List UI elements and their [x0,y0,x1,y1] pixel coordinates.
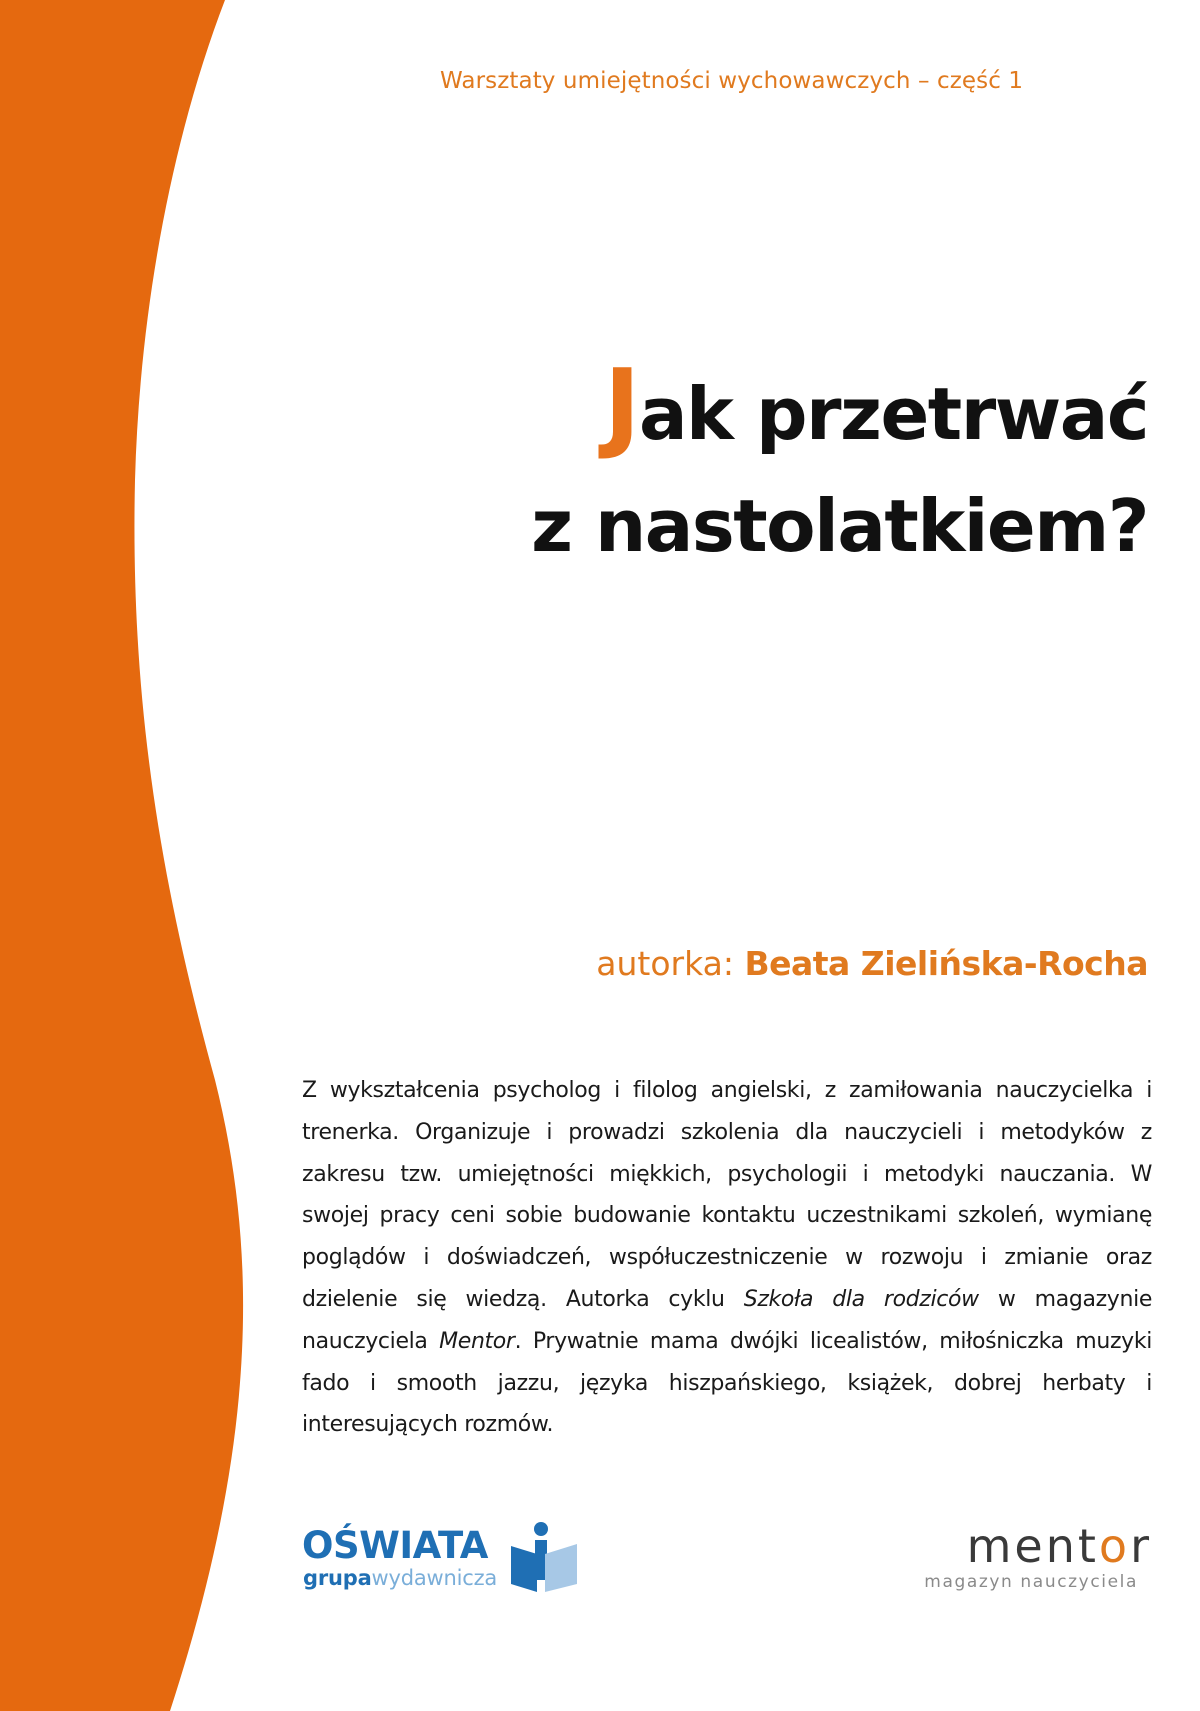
bio-magazine-name: Mentor [439,1328,515,1354]
bio-part-2: w magazynie nauczyciela [302,1286,1153,1354]
book-title [248,350,1148,582]
title-line-1 [248,350,1148,470]
title-line-1-rest: ak przetrwać [638,372,1148,456]
mentor-logo-accent-letter: o [1098,1519,1131,1573]
oswiata-logo-sub-bold: grupa [303,1566,372,1590]
oswiata-logo-main: OŚWIATA [302,1524,488,1567]
mentor-logo-main [902,1520,1152,1572]
mentor-logo-suffix: r [1130,1519,1152,1573]
oswiata-logo-sub [303,1566,497,1590]
bio-part-1: Z wykształcenia psycholog i filolog angielski, z zamiłowania nauczycielka i trenerka. Organizuje i prowadzi szkolenia dla nauczycieli i metodyków z zakresu tzw. umiejętności miękkich, psychologii i metodyki nauczania. W swojej pracy ceni sobie budowanie kontaktu uczestnikami szkoleń, wymianę poglądów i doświadczeń, współuczestniczenie w rozwoju i zmianie oraz dzielenie się wiedzą. Autorka cyklu [302,1078,1152,1312]
oswiata-logo-sub-light: wydawnicza [371,1566,498,1590]
bio-series-name: Szkoła dla rodziców [743,1286,979,1312]
oswiata-logo [302,1520,592,1600]
author-line [596,944,1148,983]
mentor-logo [902,1520,1152,1600]
title-line-2: z nastolatkiem? [531,484,1148,568]
title-initial: J [604,349,639,463]
mentor-logo-prefix: ment [966,1519,1099,1573]
mentor-logo-sub: magazyn nauczyciela [924,1572,1138,1592]
book-reader-icon [507,1520,583,1600]
author-name: Beata Zielińska-Rocha [744,944,1148,983]
author-bio [302,1070,1152,1446]
series-title: Warsztaty umiejętności wychowawczych – część 1 [440,68,1024,94]
bio-part-3: . Prywatnie mama dwójki licealistów, miłośniczka muzyki fado i smooth jazzu, języka hiszpańskiego, książek, dobrej herbaty i interesujących rozmów. [302,1328,1152,1438]
author-label: autorka: [596,944,734,983]
